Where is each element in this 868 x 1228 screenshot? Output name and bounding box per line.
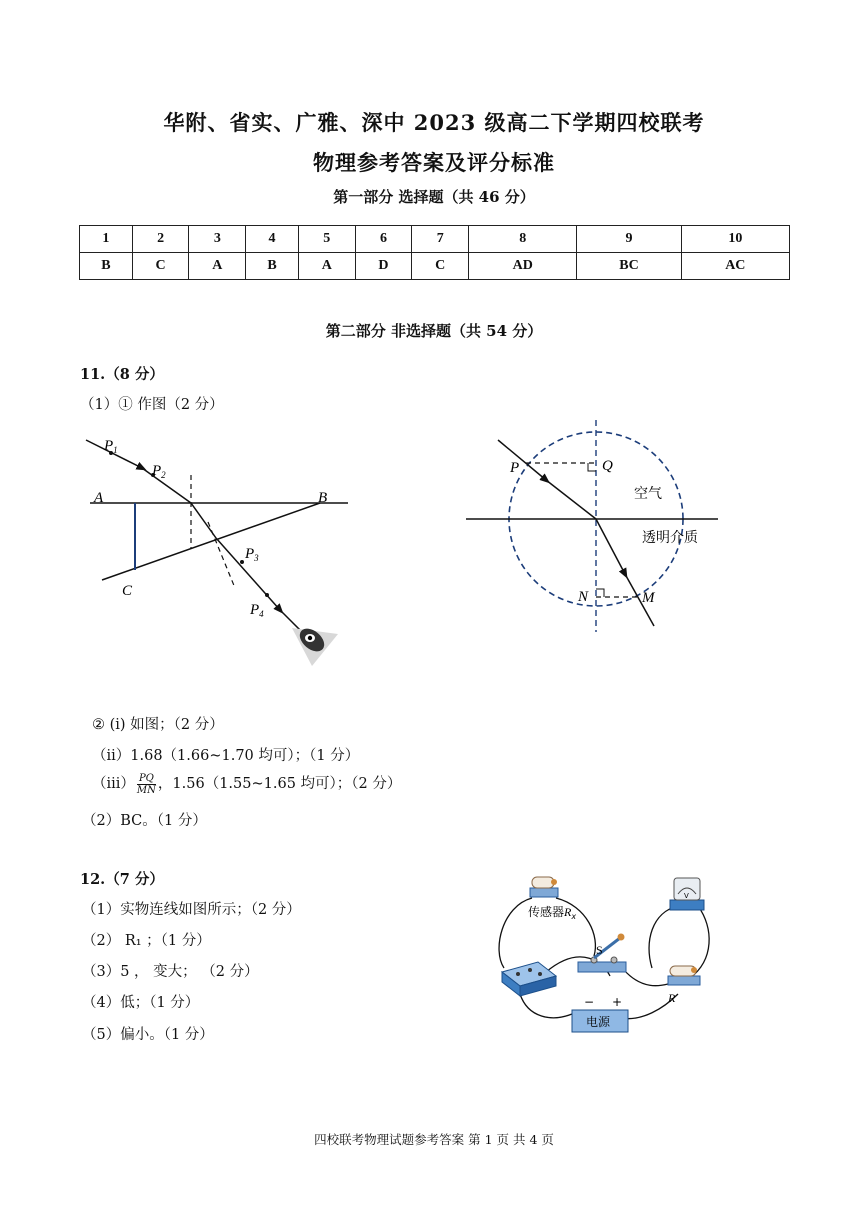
- table-cell: B: [246, 253, 299, 280]
- label-air: 空气: [634, 486, 662, 502]
- incident-ray: [142, 468, 191, 503]
- label-n: N: [578, 589, 589, 605]
- table-cell: AC: [681, 253, 789, 280]
- q11-heading: 11.（8 分）: [80, 366, 164, 383]
- table-cell: 3: [189, 226, 246, 253]
- q11-line4-suffix: ，1.56（1.55~1.65 均可）；（2 分）: [157, 776, 402, 792]
- table-cell: 4: [246, 226, 299, 253]
- answer-key-title: 物理参考答案及评分标准: [313, 150, 555, 175]
- plus-label: +: [612, 995, 623, 1009]
- table-cell: 2: [132, 226, 189, 253]
- fraction-numerator: PQ: [137, 773, 156, 785]
- table-cell: 5: [298, 226, 355, 253]
- table-cell: B: [80, 253, 133, 280]
- refracted-ray: [191, 503, 216, 538]
- answer-table: [79, 225, 790, 280]
- label-p4: $P_4$: [250, 602, 264, 619]
- table-cell: 8: [469, 226, 577, 253]
- svg-text:电源: 电源: [586, 1015, 611, 1029]
- label-p1: $P_1$: [104, 438, 118, 455]
- right-angle-mark: [596, 589, 604, 597]
- rheostat-icon: [668, 966, 700, 985]
- label-medium: 透明介质: [642, 530, 698, 546]
- fraction-denominator: MN: [136, 784, 156, 796]
- circuit-diagram: [492, 872, 717, 1042]
- label-p3: $P_3$: [245, 546, 259, 563]
- table-cell: D: [355, 253, 412, 280]
- label-p: P: [510, 460, 520, 476]
- q11-line4: [92, 772, 401, 796]
- table-cell: A: [298, 253, 355, 280]
- pin-p3: [240, 560, 244, 564]
- table-cell: A: [189, 253, 246, 280]
- sensor-label: 传感器$R_x$: [528, 905, 577, 921]
- table-cell: C: [412, 253, 469, 280]
- label-p2: $P_2$: [152, 463, 166, 480]
- q11-line2: ② (i) 如图；（2 分）: [92, 717, 224, 733]
- voltmeter-icon: [670, 878, 704, 910]
- answer-row: [80, 253, 790, 280]
- rheostat-label: R: [668, 991, 676, 1005]
- q11-line1: （1）① 作图（2 分）: [80, 397, 224, 413]
- table-cell: AD: [469, 253, 577, 280]
- q11-line4-prefix: （iii）: [92, 776, 135, 792]
- table-cell: C: [132, 253, 189, 280]
- table-cell: BC: [577, 253, 681, 280]
- sensor-resistor: [530, 877, 558, 897]
- label-q: Q: [602, 458, 613, 474]
- q12-line2: （2） R₁ ；（1 分）: [82, 933, 211, 949]
- q12-line4: （4）低；（1 分）: [82, 995, 200, 1011]
- label-c: C: [122, 583, 133, 599]
- svg-text:V: V: [684, 892, 689, 900]
- part2-heading: 第二部分 非选择题（共 54 分）: [325, 322, 543, 340]
- table-cell: 10: [681, 226, 789, 253]
- label-m: M: [642, 590, 655, 606]
- power-supply-icon: [572, 1010, 628, 1032]
- minus-label: −: [584, 995, 595, 1009]
- right-angle-mark: [588, 463, 596, 471]
- ratio-fraction: [137, 773, 156, 796]
- ammeter-box: [502, 962, 556, 996]
- refraction-circle-diagram: [462, 420, 727, 640]
- table-cell: 9: [577, 226, 681, 253]
- refracted-ray: [596, 519, 625, 574]
- q11-line3: （ii）1.68（1.66~1.70 均可）；（1 分）: [92, 748, 360, 764]
- q12-line5: （5）偏小。（1 分）: [82, 1027, 214, 1043]
- exam-title: 华附、省实、广雅、深中 2023 级高二下学期四校联考: [163, 110, 705, 135]
- table-cell: 7: [412, 226, 469, 253]
- q12-line3: （3）5 ， 变大； （2 分）: [82, 964, 259, 980]
- table-cell: 6: [355, 226, 412, 253]
- question-number-row: [80, 226, 790, 253]
- prism-diagram: [80, 430, 370, 670]
- q11-line5: （2）BC。（1 分）: [82, 813, 207, 829]
- incident-ray: [546, 480, 596, 519]
- part1-heading: 第一部分 选择题（共 46 分）: [333, 188, 535, 206]
- page-footer: 四校联考物理试题参考答案 第 1 页 共 4 页: [314, 1132, 554, 1147]
- label-b: B: [318, 490, 328, 506]
- table-cell: 1: [80, 226, 133, 253]
- q12-heading: 12.（7 分）: [80, 871, 164, 888]
- q12-line1: （1）实物连线如图所示；（2 分）: [82, 902, 301, 918]
- label-a: A: [94, 490, 104, 506]
- eye-icon: [292, 624, 338, 666]
- switch-label: S: [596, 943, 603, 957]
- pin-p4: [265, 593, 269, 597]
